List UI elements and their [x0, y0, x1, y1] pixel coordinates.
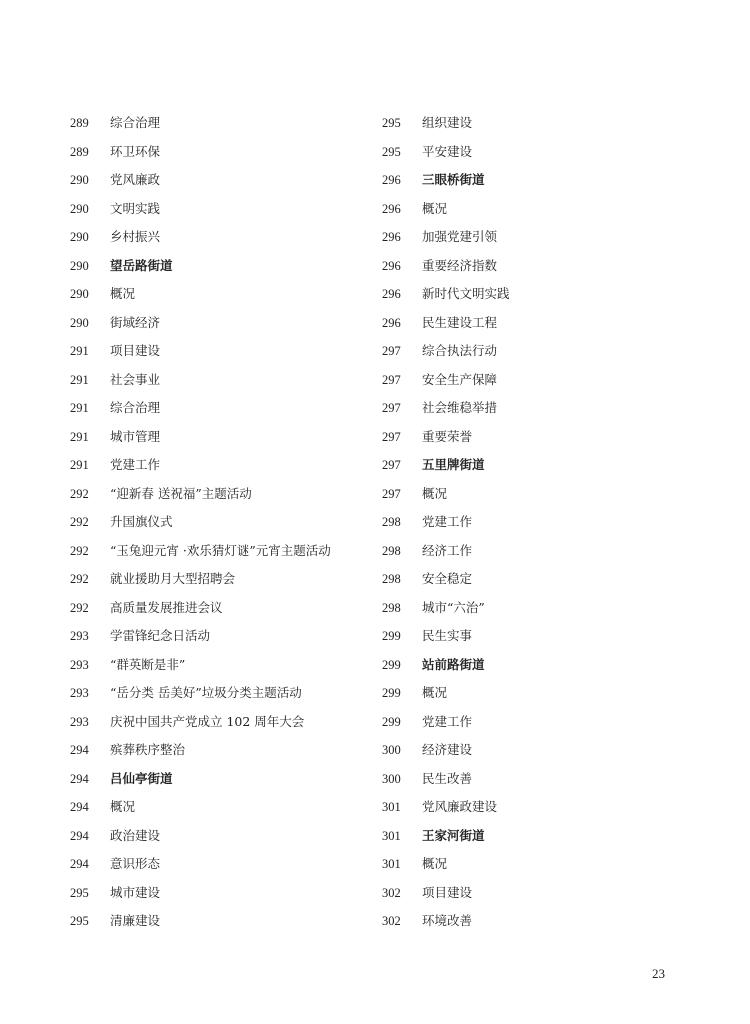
toc-entry-title: 加强党建引领: [422, 229, 498, 244]
toc-entry: [70, 599, 370, 628]
toc-page-number: 299: [382, 686, 401, 700]
toc-entry-title: 清廉建设: [110, 913, 161, 928]
toc-entry: [382, 200, 682, 229]
toc-entry-title: 站前路街道: [422, 656, 485, 672]
toc-entry-title: 城市“六治”: [422, 599, 485, 615]
toc-entry: [70, 656, 370, 685]
toc-page-number: 300: [382, 743, 401, 757]
toc-entry: [382, 114, 682, 143]
toc-page-number: 296: [382, 173, 401, 187]
toc-entry-title: 项目建设: [422, 884, 473, 900]
toc-page-number: 290: [70, 201, 89, 216]
toc-entry: [382, 285, 682, 314]
toc-entry-title: 综合治理: [110, 115, 161, 130]
toc-entry: [70, 371, 370, 400]
toc-entry-title: 城市管理: [110, 428, 161, 444]
toc-entry-title: 重要荣誉: [422, 428, 473, 444]
toc-page-number: 290: [70, 258, 89, 273]
toc-page-number: 293: [70, 686, 89, 700]
toc-entry: [70, 143, 370, 172]
toc-entry-title: 概况: [422, 200, 448, 216]
toc-page-number: 292: [70, 515, 89, 529]
toc-page-number: 302: [382, 885, 401, 900]
toc-entry-title: “玉兔迎元宵 ·欢乐猜灯谜”元宵主题活动: [110, 542, 331, 558]
toc-entry-title: 经济工作: [422, 542, 473, 558]
toc-page-number: 295: [70, 914, 89, 928]
toc-entry: [70, 200, 370, 229]
toc-entry-title: 党风廉政: [110, 172, 161, 187]
toc-page-number: 296: [382, 258, 401, 273]
toc-entry: [70, 171, 370, 200]
toc-page-number: 289: [70, 144, 89, 159]
toc-entry-title: 学雷锋纪念日活动: [110, 628, 211, 643]
toc-entry: [382, 257, 682, 286]
toc-page-number: 292: [70, 572, 89, 586]
toc-entry-title: “岳分类 岳美好”垃圾分类主题活动: [110, 685, 302, 700]
toc-entry-title: 安全生产保障: [422, 371, 498, 387]
toc-page-number: 292: [70, 600, 89, 615]
toc-entry: [70, 884, 370, 913]
toc-entry-title: 概况: [422, 856, 448, 871]
toc-entry-title: 环卫环保: [110, 143, 161, 159]
toc-entry-title: 社会事业: [110, 371, 161, 387]
toc-page-number: 297: [382, 429, 401, 444]
toc-entry: [382, 713, 682, 742]
toc-page-number: 293: [70, 629, 89, 643]
toc-entry: [382, 428, 682, 457]
toc-page-number: 292: [70, 543, 89, 558]
toc-page-number: 295: [382, 116, 401, 130]
toc-page-number: 299: [382, 657, 401, 672]
toc-page-number: 297: [382, 486, 401, 501]
toc-page-number: 296: [382, 287, 401, 301]
toc-page-number: 299: [382, 629, 401, 643]
toc-entry: [382, 513, 682, 542]
toc-page-number: 297: [382, 372, 401, 387]
toc-page-number: 297: [382, 401, 401, 415]
toc-page-number: 297: [382, 458, 401, 472]
toc-entry: [70, 855, 370, 884]
toc-entry: [382, 542, 682, 571]
toc-entry: [382, 855, 682, 884]
toc-entry-title: 民生建设工程: [422, 314, 498, 330]
toc-page-number: 291: [70, 458, 89, 472]
toc-page-number: 296: [382, 201, 401, 216]
toc-page-number: 294: [70, 800, 89, 814]
toc-entry-title: 概况: [110, 799, 136, 814]
toc-page-number: 291: [70, 344, 89, 358]
toc-entry-title: 经济建设: [422, 742, 473, 757]
toc-entry-title: 民生实事: [422, 628, 473, 643]
toc-page-number: 290: [70, 315, 89, 330]
toc-entry-title: 吕仙亭街道: [110, 770, 173, 786]
toc-entry-title: 组织建设: [422, 115, 473, 130]
toc-left-column: [70, 114, 370, 941]
toc-entry: [382, 371, 682, 400]
toc-entry-title: 升国旗仪式: [110, 514, 173, 529]
toc-entry: [382, 684, 682, 713]
toc-entry: [70, 713, 370, 742]
toc-entry: [70, 741, 370, 770]
toc-entry: [70, 342, 370, 371]
toc-entry-title: 党建工作: [422, 514, 473, 529]
toc-page-number: 292: [70, 486, 89, 501]
toc-entry: [70, 798, 370, 827]
toc-page-number: 294: [70, 771, 89, 786]
toc-section-heading: [70, 257, 370, 286]
toc-page-number: 297: [382, 344, 401, 358]
toc-entry-title: 党风廉政建设: [422, 799, 498, 814]
toc-page-number: 291: [70, 429, 89, 444]
toc-entry-title: 庆祝中国共产党成立 102 周年大会: [110, 713, 305, 729]
toc-entry-title: 街域经济: [110, 314, 161, 330]
toc-right-column: [382, 114, 682, 941]
toc-page-number: 301: [382, 857, 401, 871]
toc-entry: [382, 143, 682, 172]
toc-entry: [382, 627, 682, 656]
toc-entry-title: 平安建设: [422, 143, 473, 159]
toc-page-number: 289: [70, 116, 89, 130]
toc-page-number: 302: [382, 914, 401, 928]
toc-page-number: 299: [382, 714, 401, 729]
toc-entry: [382, 342, 682, 371]
toc-page-number: 294: [70, 857, 89, 871]
toc-entry-title: 党建工作: [422, 713, 473, 729]
toc-section-heading: [382, 656, 682, 685]
toc-section-heading: [70, 770, 370, 799]
toc-entry-title: 民生改善: [422, 770, 473, 786]
toc-entry-title: 新时代文明实践: [422, 286, 510, 301]
toc-entry: [382, 741, 682, 770]
toc-entry: [382, 884, 682, 913]
toc-entry: [70, 485, 370, 514]
toc-page-number: 294: [70, 828, 89, 843]
toc-entry-title: 重要经济指数: [422, 257, 498, 273]
toc-page-number: 295: [382, 144, 401, 159]
toc-entry-title: 意识形态: [110, 856, 161, 871]
toc-page-number: 290: [70, 230, 89, 244]
toc-entry: [70, 542, 370, 571]
toc-entry: [70, 314, 370, 343]
toc-page-number: 298: [382, 600, 401, 615]
toc-entry: [70, 684, 370, 713]
toc-section-heading: [382, 456, 682, 485]
toc-page-number: 300: [382, 771, 401, 786]
toc-entry-title: 社会维稳举措: [422, 400, 498, 415]
toc-entry-title: 环境改善: [422, 913, 473, 928]
toc-page-number: 298: [382, 572, 401, 586]
toc-entry: [70, 570, 370, 599]
toc-entry: [70, 912, 370, 941]
toc-page-number: 291: [70, 401, 89, 415]
toc-entry-title: 殡葬秩序整治: [110, 742, 186, 757]
toc-entry-title: 五里牌街道: [422, 457, 485, 472]
toc-section-heading: [382, 171, 682, 200]
toc-page-number: 290: [70, 287, 89, 301]
toc-entry-title: 概况: [422, 485, 448, 501]
toc-entry: [382, 570, 682, 599]
toc-entry: [382, 798, 682, 827]
toc-entry-title: 项目建设: [110, 343, 161, 358]
toc-entry: [70, 627, 370, 656]
toc-entry-title: 概况: [110, 286, 136, 301]
toc-entry-title: 望岳路街道: [110, 257, 173, 273]
toc-entry: [382, 228, 682, 257]
toc-entry: [70, 827, 370, 856]
toc-entry-title: 概况: [422, 685, 448, 700]
toc-entry-title: 城市建设: [110, 884, 161, 900]
toc-page-number: 298: [382, 515, 401, 529]
toc-entry: [382, 314, 682, 343]
toc-page-number: 290: [70, 173, 89, 187]
toc-entry-title: 综合执法行动: [422, 343, 498, 358]
toc-entry-title: 王家河街道: [422, 827, 485, 843]
toc-entry: [70, 399, 370, 428]
toc-entry-title: “群英断是非”: [110, 656, 186, 672]
toc-page-number: 298: [382, 543, 401, 558]
toc-entry-title: “迎新春 送祝福”主题活动: [110, 485, 252, 501]
toc-entry: [382, 599, 682, 628]
toc-page-number: 293: [70, 657, 89, 672]
toc-page-number: 291: [70, 372, 89, 387]
toc-entry-title: 安全稳定: [422, 571, 473, 586]
toc-page-number: 296: [382, 315, 401, 330]
toc-page-number: 301: [382, 828, 401, 843]
toc-page-number: 296: [382, 230, 401, 244]
toc-entry: [70, 228, 370, 257]
toc-entry: [70, 285, 370, 314]
toc-entry: [70, 513, 370, 542]
toc-entry-title: 高质量发展推进会议: [110, 599, 223, 615]
toc-entry: [382, 399, 682, 428]
toc-entry: [70, 114, 370, 143]
toc-page-number: 295: [70, 885, 89, 900]
toc-page-number: 301: [382, 800, 401, 814]
toc-entry-title: 乡村振兴: [110, 229, 161, 244]
toc-entry-title: 就业援助月大型招聘会: [110, 571, 236, 586]
toc-page-number: 293: [70, 714, 89, 729]
toc-entry: [382, 912, 682, 941]
page-number: 23: [652, 966, 665, 981]
toc-section-heading: [382, 827, 682, 856]
toc-entry-title: 党建工作: [110, 457, 161, 472]
toc-page-number: 294: [70, 743, 89, 757]
toc-entry: [382, 485, 682, 514]
toc-entry-title: 政治建设: [110, 827, 161, 843]
toc-entry: [382, 770, 682, 799]
toc-entry: [70, 456, 370, 485]
toc-entry-title: 文明实践: [110, 200, 161, 216]
toc-entry-title: 综合治理: [110, 400, 161, 415]
toc-entry: [70, 428, 370, 457]
toc-entry-title: 三眼桥街道: [422, 172, 485, 187]
